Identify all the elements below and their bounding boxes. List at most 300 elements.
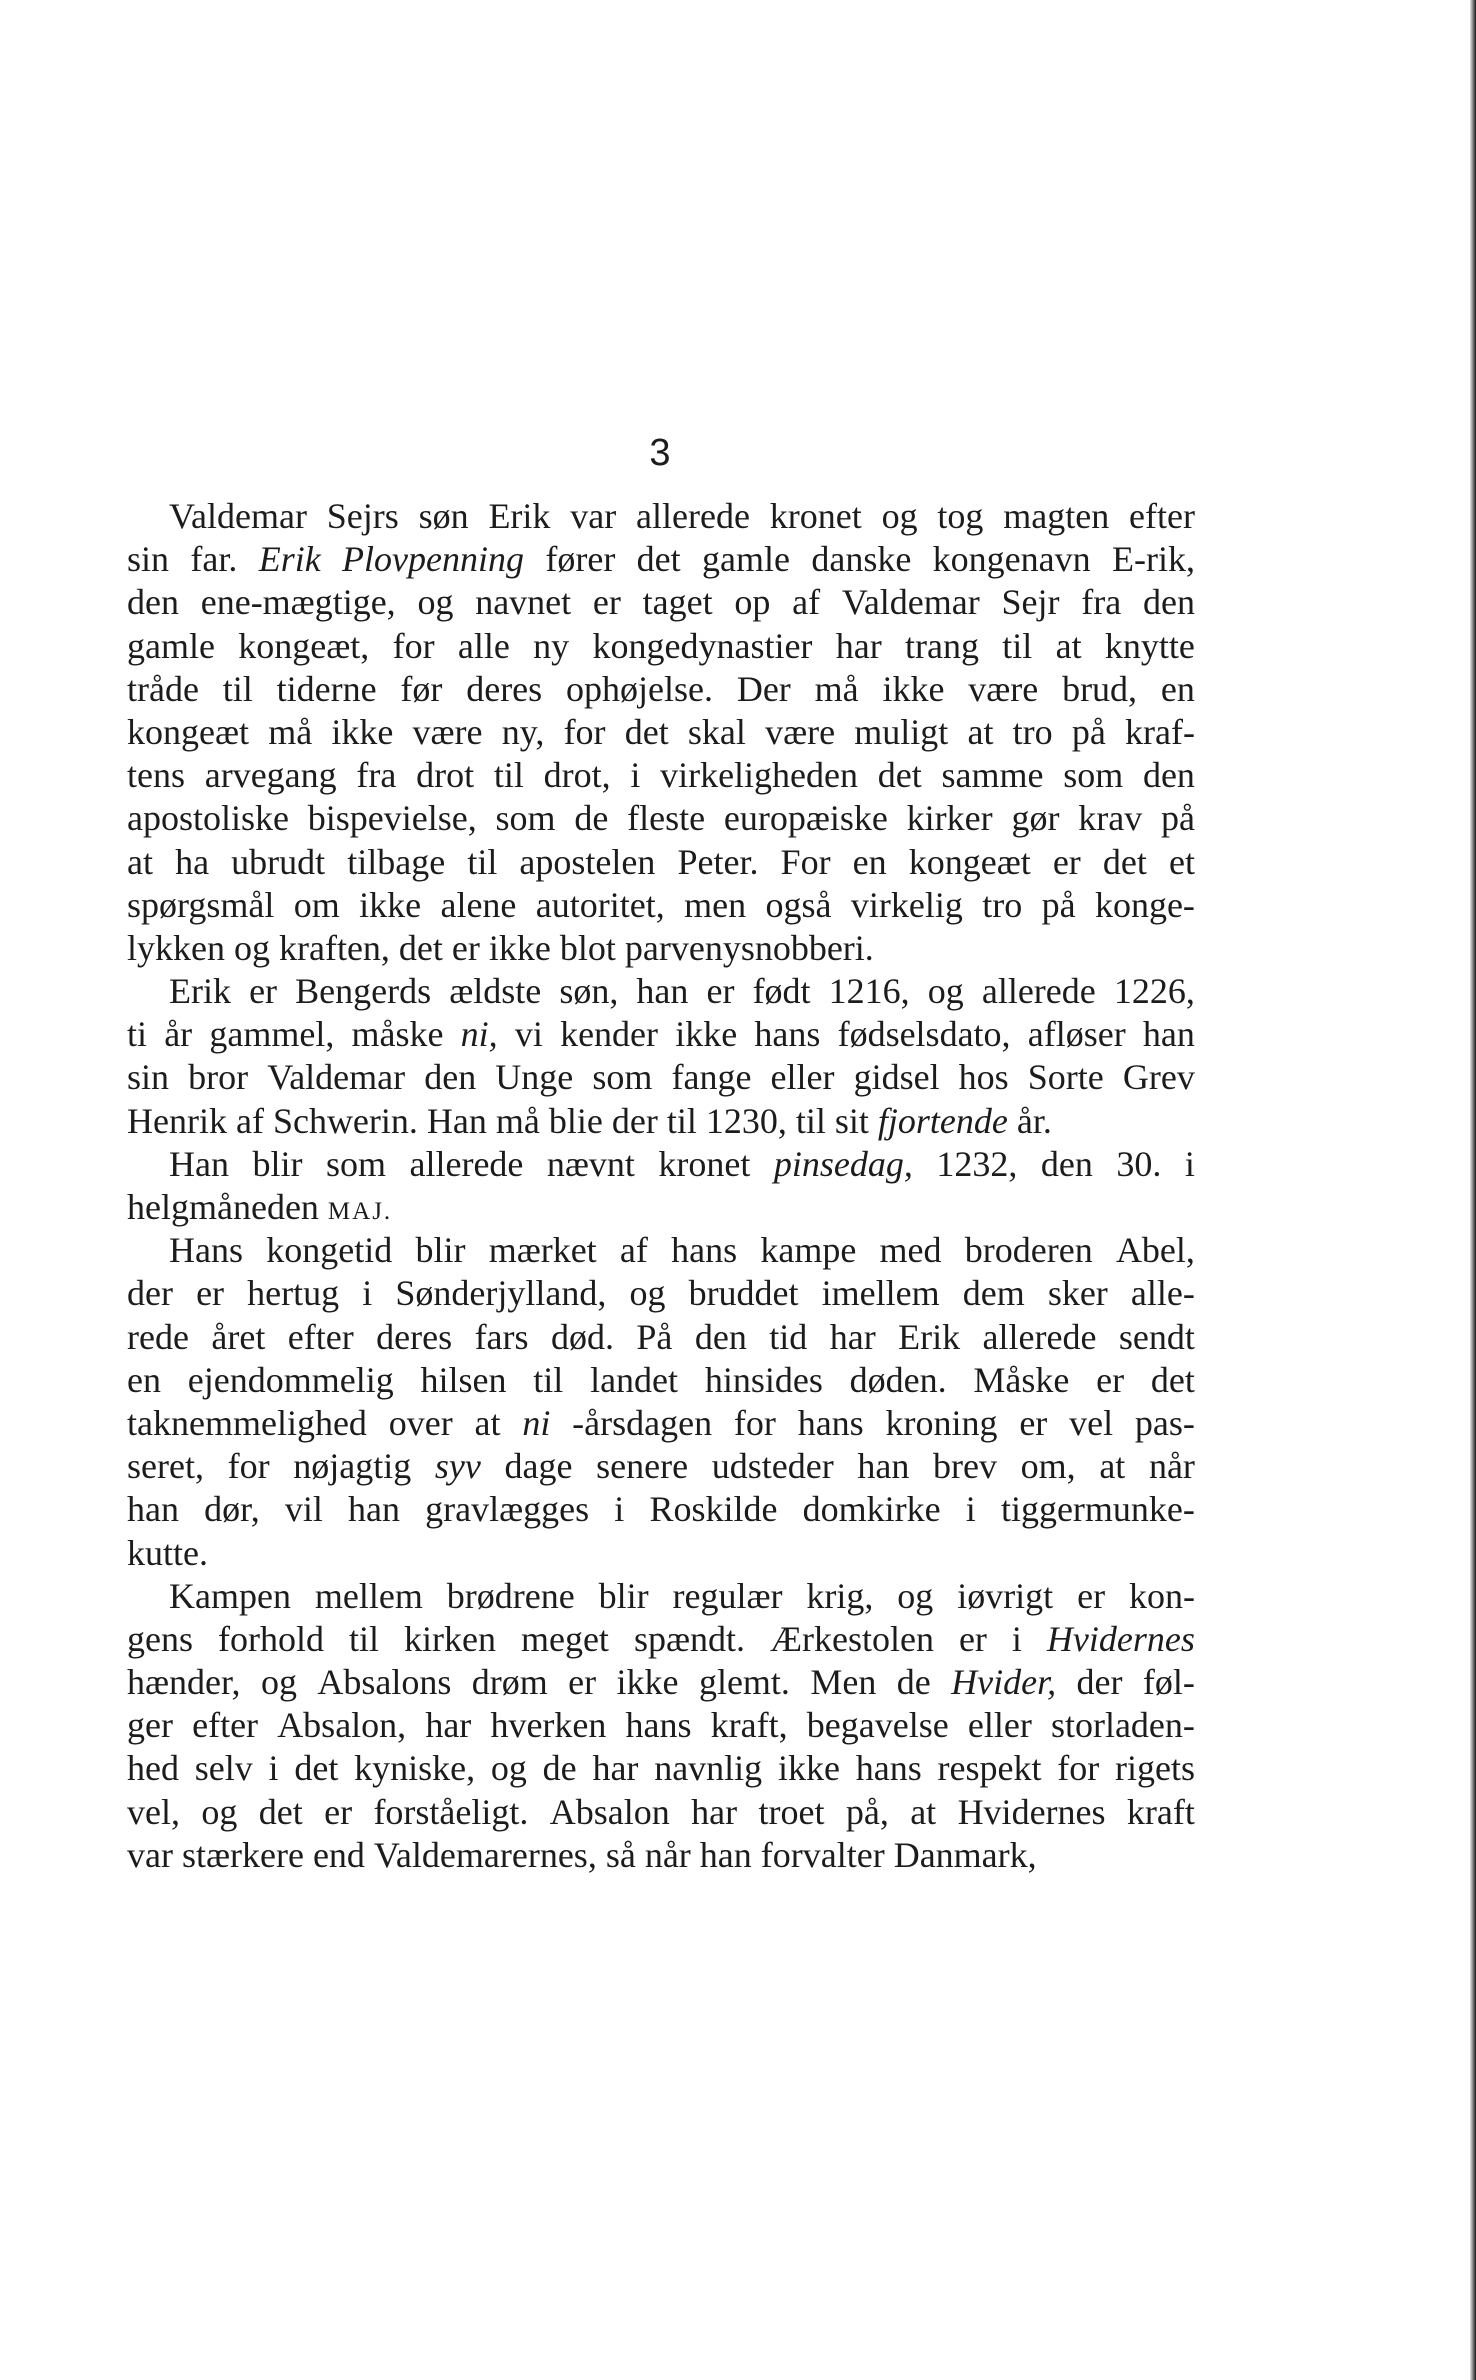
word: er [324,1791,353,1832]
word: navnlig [654,1748,763,1789]
word: skal [687,711,746,752]
word: og [417,582,454,623]
body-text [127,495,1195,1877]
word: kongeæt, [238,625,370,666]
word: 1216, [828,971,910,1012]
word: Bengerds [295,971,432,1012]
text-line [127,1272,1195,1315]
word: gravlægges [425,1489,590,1530]
word: 1230, [705,1100,787,1141]
word: den [424,1057,477,1098]
word: kronet [769,496,862,536]
word: føl- [1142,1662,1195,1703]
word: blir [252,1143,303,1184]
word: ikke [777,1748,840,1789]
word: dør, [204,1489,260,1530]
word: knytte [1104,625,1195,666]
word: kon- [1128,1575,1195,1616]
word: på, [845,1791,889,1832]
word: til [222,668,253,709]
word: hilsen [420,1359,507,1400]
word: har [592,1748,639,1789]
text-line [127,1100,1195,1143]
word: til [467,841,498,882]
word: tro [1012,711,1053,752]
word: virkelig [850,884,963,925]
word: han [699,1834,752,1875]
word: Valdemar [169,496,307,536]
word: at [910,1791,937,1832]
word: hverken [490,1705,607,1746]
word: var [127,1834,173,1875]
word: E-rik, [1112,539,1195,580]
word: efter [1129,496,1195,536]
word: ha [175,841,210,882]
word: de [574,798,609,839]
word: den [1142,755,1195,796]
text-line [127,1791,1195,1834]
word: 30. [1116,1143,1162,1184]
word: Plovpenning [342,539,524,580]
text-line [127,1532,1195,1575]
word: Absalon [549,1791,670,1832]
word: for [563,711,606,752]
word: vil [284,1489,323,1530]
word: gammel, [209,1014,335,1055]
word: de [542,1748,577,1789]
word: født [752,971,811,1012]
word: i [1011,1618,1022,1659]
word: På [636,1316,673,1357]
word: dem [962,1273,1025,1314]
word: krig, [806,1575,874,1616]
word: spørgsmål [127,884,275,925]
word: for [1057,1748,1100,1789]
word: Absalons [317,1662,452,1703]
word: ny [533,625,570,666]
word: han [636,971,689,1012]
word: deres [466,668,543,709]
word: fra [356,755,397,796]
word: over [388,1402,453,1443]
word: kraft [1126,1791,1195,1832]
word: hos [958,1057,1009,1098]
text-line [127,841,1195,884]
word: være [968,668,1039,709]
word: hænder, [127,1662,241,1703]
word: kirker [906,798,993,839]
word: rede [127,1316,189,1357]
word: Danmark, [893,1834,1037,1875]
word: med [879,1230,942,1271]
word: fars [474,1316,529,1357]
word: Han [426,1100,487,1141]
word: det [624,711,669,752]
word: kongeæt [127,711,249,752]
word: respekt [937,1748,1042,1789]
word: virkeligheden [660,755,859,796]
word: den [694,1316,747,1357]
word: er [196,1273,225,1314]
word: kongenavn [932,539,1091,580]
word: er [451,927,480,968]
page-number: 3 [649,432,671,474]
word: navnet [475,582,572,623]
word: er [1077,1575,1106,1616]
word: til [493,755,524,796]
word: glemt. [698,1662,790,1703]
word: som [495,798,556,839]
word: kroning [885,1402,998,1443]
text-line [127,1186,1195,1229]
word: sendt [1118,1316,1195,1357]
word: hed [127,1748,179,1789]
word: for [392,625,435,666]
word: i [614,1489,625,1530]
text-line [127,1704,1195,1747]
word: og [629,1273,666,1314]
word: forhold [218,1618,324,1659]
word: lykken [127,927,225,968]
word: ubrudt [231,841,326,882]
word: landet [590,1359,679,1400]
word: at [127,841,153,882]
word: seret, [127,1446,204,1487]
word: ti [127,1014,148,1055]
word: end [312,1834,365,1875]
word: kampe [760,1230,857,1271]
word: imellem [821,1273,940,1314]
word: efter [192,1705,259,1746]
word: Ærkestolen [769,1618,934,1659]
word: er [568,1662,597,1703]
word: i [268,1748,279,1789]
word: kirken [404,1618,496,1659]
word: Der [736,668,791,709]
word: Peter. [677,841,759,882]
word: i [630,755,641,796]
word: tiggermunke- [1000,1489,1195,1530]
word: ældste [449,971,542,1012]
word: et [1168,841,1195,882]
text-line [127,1013,1195,1056]
word: ikke [359,884,422,925]
word: Abel, [1115,1230,1195,1271]
word: til [795,1100,826,1141]
word: år [164,1014,193,1055]
word: autoritet, [535,884,665,925]
word: Måske [973,1359,1070,1400]
text-line [127,1618,1195,1661]
word: 1226, [1113,971,1195,1012]
word: før [400,668,443,709]
word: af [619,1230,648,1271]
word: broderen [964,1230,1093,1271]
word: som [1063,755,1124,796]
word: og [201,1791,238,1832]
word: kraft, [710,1705,788,1746]
word: ni, [460,1014,498,1055]
text-line [127,797,1195,840]
word: til [666,1100,697,1141]
word: rigets [1115,1748,1195,1789]
word: når [644,1834,691,1875]
word: gens [127,1618,193,1659]
text-line [127,1445,1195,1488]
word: er [249,971,278,1012]
word: kender [560,1014,659,1055]
word: ikke [616,1662,679,1703]
word: Kampen [169,1575,291,1616]
word: sker [1047,1273,1108,1314]
word: Erik [258,539,321,580]
text-line [127,1747,1195,1790]
word: fører [545,539,616,580]
word: den [1142,582,1195,623]
word: hans [855,1748,922,1789]
word: tog [937,496,984,536]
word: de [896,1662,931,1703]
word: kongeæt [908,841,1031,882]
word: Sorte [1027,1057,1104,1098]
word: må [814,668,859,709]
word: men [684,884,747,925]
word: der [127,1273,173,1314]
word: til [1002,625,1033,666]
word: arvegang [204,755,337,796]
word: europæiske [723,798,888,839]
word: Sønderjylland, [395,1273,607,1314]
word: sin [127,539,170,580]
word: og [927,971,964,1012]
word: afløser [1027,1014,1126,1055]
word: om, [1020,1446,1076,1487]
word: og [260,1662,297,1703]
word: af [792,582,821,623]
word: var [570,496,617,536]
word: syv [434,1446,481,1487]
word: i [1184,1143,1195,1184]
word: året [211,1316,266,1357]
word: stærkere [181,1834,304,1875]
word: MAJ. [327,1198,393,1225]
word: og [881,496,918,536]
word: vel, [127,1791,180,1832]
word: pas- [1134,1402,1195,1443]
word: tilbage [347,841,446,882]
word: brud, [1062,668,1138,709]
word: gamle [702,539,790,580]
text-line [127,1402,1195,1445]
word: efter [287,1316,354,1357]
word: selv [194,1748,253,1789]
word: tiderne [276,668,377,709]
word: gør [1011,798,1060,839]
word: døden. [849,1359,947,1400]
word: iøvrigt [957,1575,1054,1616]
word: mellem [314,1575,423,1616]
word: ikke [488,927,551,968]
word: fange [671,1057,752,1098]
word: det [1102,841,1147,882]
word: som [592,1057,653,1098]
word: blir [415,1230,466,1271]
word: brev [933,1446,997,1487]
word: er [1096,1359,1125,1400]
word: For [780,841,831,882]
word: hans [625,1705,692,1746]
word: Hans [169,1230,243,1271]
word: op [734,582,771,623]
word: alle- [1130,1273,1195,1314]
word: Henrik [127,1100,227,1141]
word: det [258,1791,303,1832]
word: blir [598,1575,649,1616]
word: forståeligt. [373,1791,529,1832]
word: Erik [169,971,231,1012]
word: tro [982,884,1023,925]
word: tråde [127,668,199,709]
word: magten [1003,496,1110,536]
text-line [127,711,1195,754]
word: gidsel [853,1057,940,1098]
word: være [412,711,483,752]
word: han [127,1489,179,1530]
word: tid [769,1316,808,1357]
word: vel [1069,1402,1114,1443]
word: krav [1078,798,1143,839]
word: fleste [627,798,706,839]
word: ni [522,1402,551,1443]
word: Roskilde [649,1489,778,1530]
word: for [733,1402,776,1443]
word: har [425,1705,472,1746]
word: være [765,711,836,752]
word: trang [905,625,979,666]
word: han [857,1446,910,1487]
text-line [127,1834,1195,1877]
word: og [897,1575,934,1616]
text-line [127,884,1195,927]
word: Valdemarernes, [373,1834,597,1875]
word: hertug [247,1273,340,1314]
word: bror [188,1057,249,1098]
text-line [127,1229,1195,1272]
word: for [227,1446,270,1487]
word: år. [1016,1100,1052,1141]
word: drøm [471,1662,548,1703]
word: drot [416,755,475,796]
word: taknemmelighed [127,1402,367,1443]
word: mærket [488,1230,597,1271]
word: han [348,1489,400,1530]
text-line [127,970,1195,1013]
word: kutte. [127,1532,208,1573]
word: der [611,1100,658,1141]
word: blot [559,927,616,968]
word: den [1040,1143,1093,1184]
word: kronet [658,1143,751,1184]
word: Erik [488,496,551,536]
word: Men [810,1662,877,1703]
word: deres [376,1316,453,1357]
word: kraf- [1125,711,1195,752]
word: hans [671,1230,738,1271]
word: til [533,1359,564,1400]
word: kyniske, [354,1748,476,1789]
word: måske [351,1014,444,1055]
word: er [592,582,621,623]
word: søn [418,496,469,536]
word: på [1161,798,1195,839]
word: pinsedag, [773,1143,913,1184]
word: må [268,711,313,752]
word: blie [548,1100,603,1141]
word: i [965,1489,976,1530]
word: den [127,582,179,623]
word: om [293,884,340,925]
word: senere [596,1446,689,1487]
word: har [829,1316,876,1357]
word: også [765,884,832,925]
text-line [127,1056,1195,1099]
word: eller [967,1705,1032,1746]
word: at [967,711,994,752]
word: død. [550,1316,614,1357]
text-line [127,1661,1195,1704]
word: ikke [675,1014,738,1055]
word: ikke [882,668,945,709]
word: bispevielse, [307,798,477,839]
word: hans [797,1402,864,1443]
text-line [127,538,1195,581]
word: søn, [559,971,619,1012]
word: nøjagtig [293,1446,412,1487]
text-line [127,1575,1195,1618]
text-line [127,1143,1195,1186]
word: Hvider, [951,1662,1057,1703]
word: når [1148,1446,1195,1487]
word: eller [770,1057,835,1098]
word: Valdemar [267,1057,406,1098]
word: far. [190,539,238,580]
word: Schwerin. [272,1100,418,1141]
word: må [495,1100,540,1141]
word: allerede [636,496,750,536]
word: ophøjelse. [566,668,713,709]
word: af [235,1100,264,1141]
word: har [835,625,882,666]
word: tens [127,755,185,796]
word: at [1099,1446,1126,1487]
text-line [127,625,1195,668]
word: en [1160,668,1195,709]
word: domkirke [802,1489,941,1530]
word: ger [127,1705,173,1746]
word: fødselsdato, [837,1014,1011,1055]
word: allerede [981,971,1096,1012]
word: Grev [1122,1057,1195,1098]
text-line [127,668,1195,711]
word: hans [754,1014,821,1055]
word: ny, [501,711,545,752]
word: ejendommelig [187,1359,394,1400]
word: dage [504,1446,573,1487]
word: udsteder [711,1446,834,1487]
word: Unge [495,1057,574,1098]
word: og [490,1748,527,1789]
word: gamle [127,625,215,666]
